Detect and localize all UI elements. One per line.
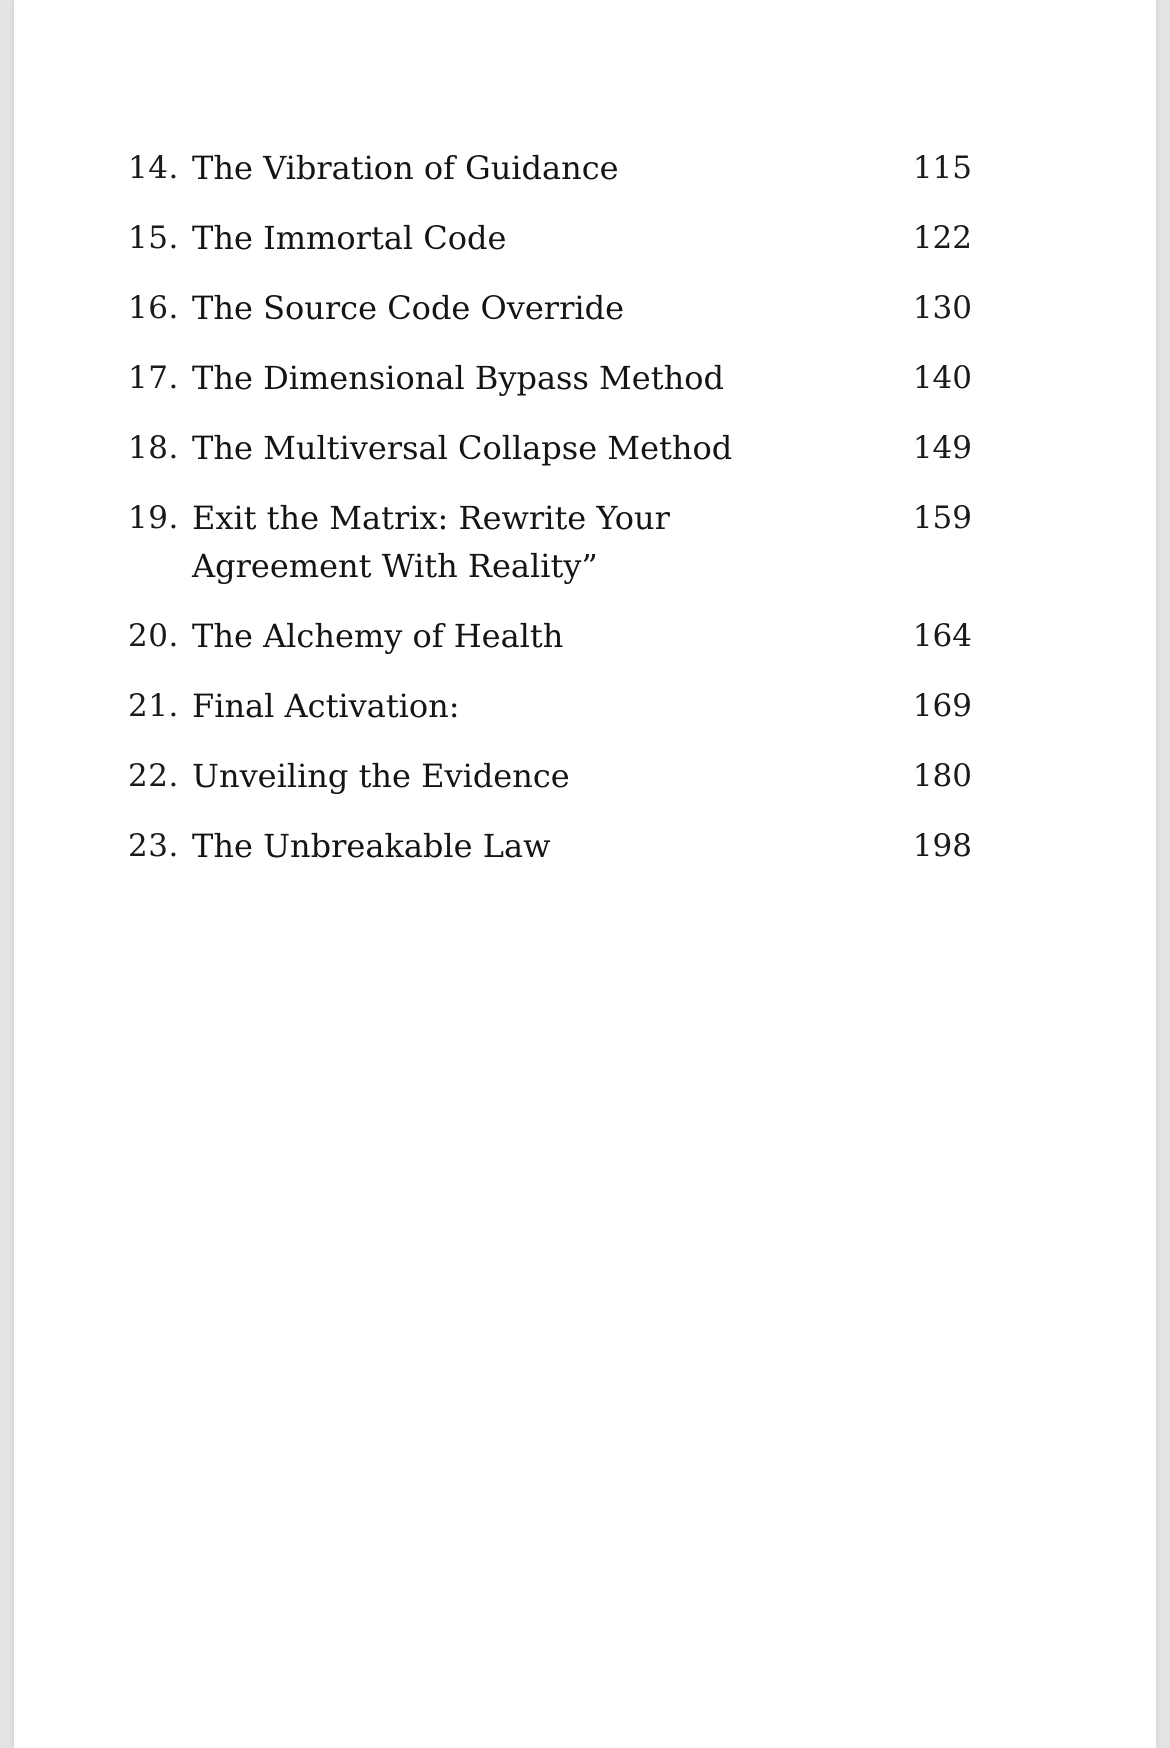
chapter-number: 15. [128,220,179,256]
chapter-number: 19. [128,500,179,536]
chapter-title: The Multiversal Collapse Method [192,429,733,467]
page-number: 180 [912,758,972,794]
page-number: 140 [912,360,972,396]
toc-entry [128,682,980,752]
chapter-number: 16. [128,290,179,326]
toc-entry [128,822,980,892]
chapter-number: 18. [128,430,179,466]
page-number: 149 [912,430,972,466]
chapter-number: 20. [128,618,179,654]
chapter-title: Final Activation: [192,687,460,725]
document-page [14,0,1156,1748]
chapter-title: The Alchemy of Health [192,617,564,655]
toc-entry [128,284,980,354]
page-number: 159 [912,500,972,536]
chapter-title: Exit the Matrix: Rewrite Your Agreement With Reality” [192,499,670,585]
page-number: 130 [912,290,972,326]
page-number: 115 [912,150,972,186]
chapter-title: The Immortal Code [192,219,507,257]
toc-entry [128,494,980,612]
chapter-title: Unveiling the Evidence [192,757,570,795]
chapter-title: The Unbreakable Law [192,827,551,865]
chapter-title: The Source Code Override [192,289,625,327]
page-number: 169 [912,688,972,724]
chapter-number: 17. [128,360,179,396]
toc-entry [128,752,980,822]
page-number: 198 [912,828,972,864]
toc-entry [128,424,980,494]
toc-entry [128,612,980,682]
chapter-title: The Vibration of Guidance [192,149,619,187]
toc-entry [128,144,980,214]
page-number: 122 [912,220,972,256]
table-of-contents [128,144,980,892]
page-number: 164 [912,618,972,654]
toc-entry [128,214,980,284]
chapter-number: 22. [128,758,179,794]
chapter-number: 14. [128,150,179,186]
chapter-number: 21. [128,688,179,724]
toc-entry [128,354,980,424]
chapter-title: The Dimensional Bypass Method [192,359,724,397]
chapter-number: 23. [128,828,179,864]
